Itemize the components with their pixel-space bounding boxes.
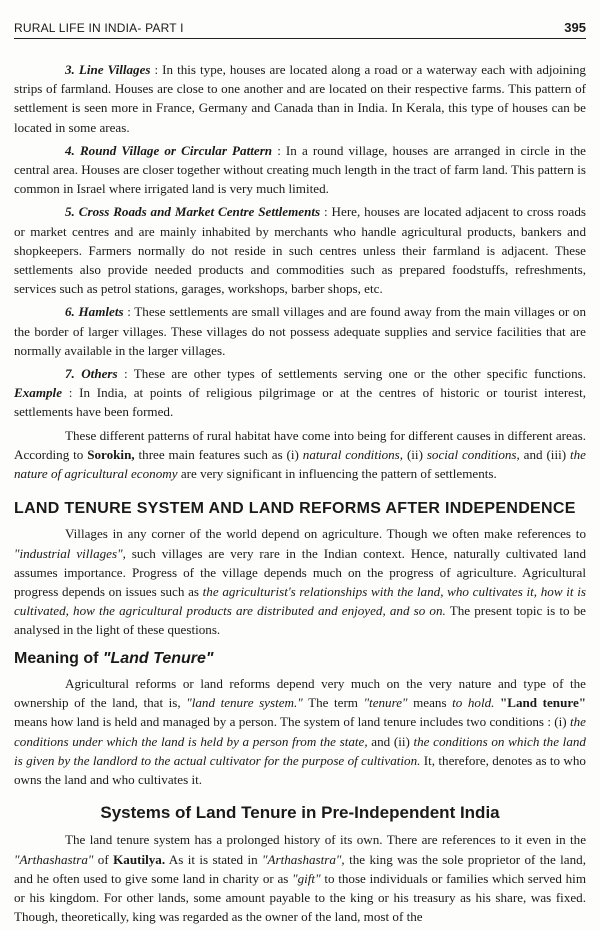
text-run: are very significant in influencing the pattern of settlements. [180, 466, 497, 482]
paragraph-text: : These settlements are small villages and are found away from the main villages or on the border of larger villages. These villages do not possess adequate supplies and service facilities that are normally available in the larger villages. [14, 304, 586, 358]
page-number: 395 [564, 20, 586, 35]
author-name: Sorokin, [87, 446, 135, 462]
emphasis: "land tenure system." [186, 695, 303, 711]
heading-text: Meaning of [14, 649, 99, 667]
text-run: means how land is held and managed by a person. The system of land tenure includes two conditions : (i) [14, 714, 567, 730]
item-number: 4. [65, 142, 75, 158]
text-run: The term [308, 695, 358, 711]
paragraph-text: : These are other types of settlements serving one or the other specific functions. [124, 366, 586, 382]
item-number: 3. [65, 62, 75, 77]
emphasis: to hold. [452, 695, 495, 711]
text-run: The land tenure system has a prolonged history of its own. There are references to it even in the [65, 832, 586, 848]
item-title: Round Village or Circular Pattern [79, 142, 273, 158]
text-run: Villages in any corner of the world depend on agriculture. Though we often make references to [65, 526, 586, 542]
paragraph-hamlets [14, 302, 586, 360]
text-run: means [413, 695, 447, 711]
term-bold: "Land tenure" [499, 695, 587, 711]
paragraph-line-villages [14, 60, 586, 137]
paragraph-round-village [14, 141, 586, 199]
text-run: of [97, 851, 109, 867]
emphasis: the agriculturist's relationships with the land, who cultivates it, how it is cultivated, how the agricultural products are distributed and enjoyed, and so on. [14, 584, 586, 619]
emphasis: "Arthashastra", [262, 851, 345, 867]
emphasis: "Arthashastra" [14, 851, 94, 867]
text-run: such villages are very rare in the Indian context. Hence, naturally cultivated land assumes importance. Progress of the village depends much on the progress of agriculture. Agricultural progress depends on issues such as [14, 545, 587, 600]
heading-emphasis: "Land Tenure" [102, 649, 214, 667]
item-title: Hamlets [78, 304, 124, 320]
text-run: three main features such as (i) [138, 446, 299, 462]
text-run: It, therefore, denotes as to who owns the land and who cultivates it. [14, 752, 586, 787]
emphasis: the conditions under which the land is held by a person from the state, [14, 714, 586, 749]
text-run: and (iii) [523, 446, 567, 462]
item-number: 6. [65, 304, 75, 320]
emphasis: "industrial villages", [14, 545, 126, 561]
text-run: These different patterns of rural habitat have come into being for different causes in different areas. According to [14, 427, 586, 462]
author-name: Kautilya. [113, 851, 166, 867]
example-label: Example [14, 385, 63, 401]
item-number: 7. [65, 366, 75, 382]
page-header [14, 18, 586, 39]
paragraph-text: : In this type, houses are located along a road or a waterway each with adjoining strips of farmland. Houses are close to one another and are located on their respective farms. This pattern of settlement is seen more in France, Germany and Canada than in India. In Kerala, this type of houses can be located in some areas. [14, 62, 586, 135]
item-title: Others [81, 366, 118, 382]
emphasis: social conditions, [426, 446, 520, 462]
item-title: Cross Roads and Market Centre Settlements [78, 204, 321, 220]
text-run: The present topic is to be analysed in the light of these questions. [14, 603, 586, 638]
example-text: : In India, at points of religious pilgrimage or at the centres of historic or tourist interest, settlements have been formed. [14, 385, 586, 420]
paragraph-others [14, 364, 586, 422]
paragraph-cross-roads [14, 202, 586, 298]
running-title: RURAL LIFE IN INDIA- PART I [14, 21, 184, 35]
text-run: the king was the sole proprietor of the land, and he often used to give some land in charity or as [14, 851, 586, 886]
emphasis: natural conditions, [302, 446, 404, 462]
body-text [14, 60, 586, 930]
paragraph-text: : Here, houses are located adjacent to cross roads or market centres and are mainly inhabited by merchants who handle agricultural products, bankers and shopkeepers. Farmers normally do not reside in such centres unless their farmland is adjacent. These settlements also provide needed products and commodities such as prepared foodstuffs, refreshments, services such as petrol stations, garages, workshops, barber shops, etc. [14, 204, 587, 297]
section-heading: LAND TENURE SYSTEM AND LAND REFORMS AFTER INDEPENDENCE [14, 500, 576, 518]
text-run: (ii) [406, 446, 423, 462]
paragraph-villages [14, 524, 586, 639]
emphasis: the conditions on which the land is given by the landlord to the actual cultivator for the purpose of cultivation. [14, 733, 586, 768]
paragraph-text: : In a round village, houses are arranged in circle in the central area. Houses are closer together without creating much length in the tract of farm land. This pattern is common in Israel where irrigated land is very much limited. [14, 142, 586, 197]
paragraph-systems [14, 830, 586, 926]
subsection-heading-meaning [14, 649, 586, 668]
paragraph-patterns [14, 426, 586, 484]
item-title: Line Villages [78, 62, 151, 77]
text-run: to those individuals or families which served him or his kingdom. For other lands, some amount payable to the king or his treasury as his share, was fixed. Though, theoretically, king was regarded as the owner of the land, most of the [14, 870, 587, 925]
text-run: Agricultural reforms or land reforms depend very much on the very nature and type of the ownership of the land, that is, [14, 675, 586, 711]
text-run: and (ii) [371, 733, 410, 749]
item-number: 5. [65, 204, 75, 220]
text-run: As it is stated in [168, 851, 258, 867]
emphasis: "gift" [292, 870, 321, 886]
emphasis: the nature of agricultural economy [14, 446, 586, 482]
paragraph-meaning [14, 674, 586, 789]
subsection-heading-systems: Systems of Land Tenure in Pre-Independent India [100, 803, 500, 823]
emphasis: "tenure" [363, 695, 408, 711]
